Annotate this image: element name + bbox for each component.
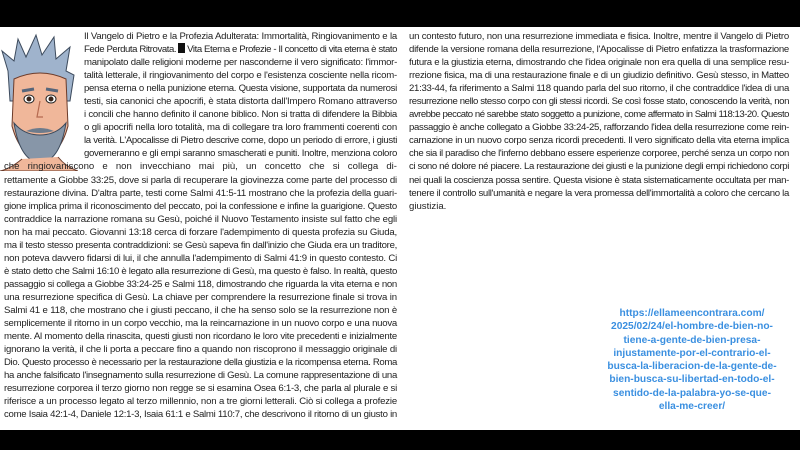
text-line: tenere il controllo sull'umanità e negare la vera promessa dell'immortalità a coloro che cercano la (409, 187, 789, 199)
text-line: passaggio è anche collegato a Giobbe 33:24-25, rafforzando l'idea della resurrezione come rein- (409, 122, 789, 134)
text-line: resurrezione nello stesso corpo con gli stessi ricordi. Se così fosse stato, conoscendo la verità, non (409, 96, 789, 108)
text-line: o gli apocrifi nella loro totalità, ma di collegare tra loro frammenti coerenti con (84, 122, 397, 134)
text-line: è stato detto che Salmi 16:10 è legato alla resurrezione di Gesù, ma questo è falso. In realtà, questo (4, 265, 397, 277)
text-line: avrebbe peccato né sarebbe stato soggetto a punizione, come affermato in Salmi 118:13-20. Questo (409, 109, 789, 121)
url-line[interactable]: sentido-de-la-palabra-yo-se-que- (613, 387, 771, 399)
text-line: che sia il paradiso che l'inferno debbano essere esperienze corporee, perché senza un corpo non (409, 148, 789, 160)
text-line: ma il testo stesso presenta contraddizioni: se Gesù sapeva fin dall'inizio che Giuda era un traditore, (4, 239, 397, 251)
text-line: come Isaia 42:1-4, Daniele 12:1-3, Isaia 61:1 e Salmi 110:7, che descrivono il ritorno di un giusto in (4, 409, 397, 421)
url-line[interactable]: ella-me-creer/ (658, 401, 726, 413)
text-line: ha anche falsificato l'insegnamento sulla resurrezione di Gesù. La comune rappresentazione di una (4, 370, 397, 382)
url-line[interactable]: injustamente-por-el-contrario-el- (613, 347, 771, 359)
url-line[interactable]: 2025/02/24/el-hombre-de-bien-no- (611, 321, 773, 333)
text-line: gione implica prima il riconoscimento del peccato, poi la confessione e infine la guarigione. Questo (4, 200, 397, 212)
text-line: rrezione fisica, ma di una restaurazione finale e di un giudizio definitivo. Gesù stesso, in Matteo (409, 70, 789, 82)
title-line: Il Vangelo di Pietro e la Profezia Adulterata: Immortalità, Ringiovanimento e la (84, 31, 397, 42)
text-line: riferisce a un processo legato al terzo millennio, non a tre giorni letterali. Ciò si collega a profezie (4, 396, 397, 408)
text-line: manipolato dalle religioni moderne per nasconderne il vero significato: l'immor- (84, 57, 397, 69)
text-line: nei quali la coscienza possa sentire. Questa visione è stata sistematicamente occultata per man- (409, 174, 789, 186)
url-line[interactable]: bien-busca-su-libertad-en-todo-el- (609, 374, 775, 386)
text-line: talità letterale, il ringiovanimento del corpo e l'esistenza cosciente nella ricom- (84, 70, 397, 82)
text-line: pensa eterna o nella punizione eterna. Questa visione, supportata da numerosi (84, 83, 397, 95)
text-line: mente. Al momento della rinascita, questi giusti non ricordano le loro vite precedenti e inizialmente (4, 331, 397, 343)
text-line: governeranno e gli empi saranno smascherati e puniti. Inoltre, menziona coloro (84, 148, 397, 160)
text-line: 21:33-44, fa riferimento a Salmi 118 quando parla del suo ritorno, il che contraddice l'idea di una (409, 83, 789, 95)
text-line: restaurazione divina. D'altra parte, testi come Salmi 41:5-11 mostrano che la profezia della guari- (4, 187, 397, 199)
text-line: una resurrezione specifica di Gesù. La chiave per comprendere la resurrezione finale si trova in (4, 291, 397, 303)
text-line: passaggio si collega a Giobbe 33:24-25 e Salmi 118, dimostrando che riguarda la vita eterna e non (4, 278, 397, 290)
text-line: ci sono né dolore né piacere. La restaurazione dei giusti e la punizione degli empi richiedono corpi (409, 161, 789, 173)
text-line: non poteva davvero fidarsi di lui, il che annulla l'adempimento di Salmi 41:9 in questo contesto. Ci (4, 252, 397, 264)
url-line[interactable]: https://ellameencontrara.com/ (619, 308, 765, 319)
text-line: la verità. L'Apocalisse di Pietro descrive come, dopo un periodo di errore, i giusti (84, 135, 397, 147)
right-text-column (409, 30, 789, 213)
text-line: ignorano la verità, il che li porta a peccare fino a quando non riscoprono il messaggio originale di (4, 344, 397, 356)
url-line[interactable]: tiene-a-gente-de-bien-presa- (623, 334, 761, 346)
text-line: rettamente a Giobbe 33:25, dove si parla di recuperare la giovinezza come parte del processo di (4, 174, 397, 186)
text-line: testi, sia canonici che apocrifi, è stata distorta dall'Impero Romano attraverso (84, 96, 397, 108)
text-line: resurrezione corporea il terzo giorno non regge se si esamina Osea 6:1-3, che parla al plurale e si (4, 383, 397, 395)
text-line: giustizia. (409, 200, 447, 212)
text-line: futura e la giustizia eterna, dimostrando che l'idea originale non era quella di una semplice resu- (409, 57, 789, 69)
url-line[interactable]: busca-la-liberacion-de-la-gente-de- (607, 361, 777, 373)
text-line: difende la versione romana della resurrezione, l'Apocalisse di Pietro enfatizza la trasformazione (409, 44, 789, 56)
text-line: carnazione in un nuovo corpo senza ricordi precedenti. Il vero significato della vita eterna implica (409, 135, 789, 147)
source-url-link[interactable] (592, 307, 792, 413)
text-line: un contesto futuro, non una resurrezione immediata e fisica. Inoltre, mentre il Vangelo di Pietro (409, 31, 789, 42)
black-square-marker-icon (178, 43, 185, 53)
left-text-column (4, 30, 397, 421)
text-line: Dio. Questo processo è necessario per la restaurazione della giustizia e la ricompensa eterna. Roma (4, 357, 397, 369)
document-page (0, 27, 800, 430)
title-line: Fede Perduta Ritrovata. Vita Eterna e Profezie - Il concetto di vita eterna è stato (84, 44, 397, 56)
text-line: Salmi 41 e 118, che mostrano che i giusti peccano, il che ha senso solo se la resurrezione non è (4, 304, 397, 316)
text-line: contraddice la narrazione romana su Gesù, poiché il Nuovo Testamento insiste sul fatto che egli (4, 213, 397, 225)
text-line: non ha mai peccato. Giovanni 13:18 cerca di forzare l'adempimento di questa profezia su Giuda, (4, 226, 397, 238)
text-line: che ringiovaniscono e non invecchiano mai più, un concetto che si collega di- (4, 161, 397, 173)
text-line: semplicemente il ritorno in un corpo vecchio, ma la reincarnazione in un nuovo corpo e una nuova (4, 318, 397, 330)
text-line: i concili che hanno definito il canone biblico. Non si tratta di difendere la Bibbia (84, 109, 397, 121)
